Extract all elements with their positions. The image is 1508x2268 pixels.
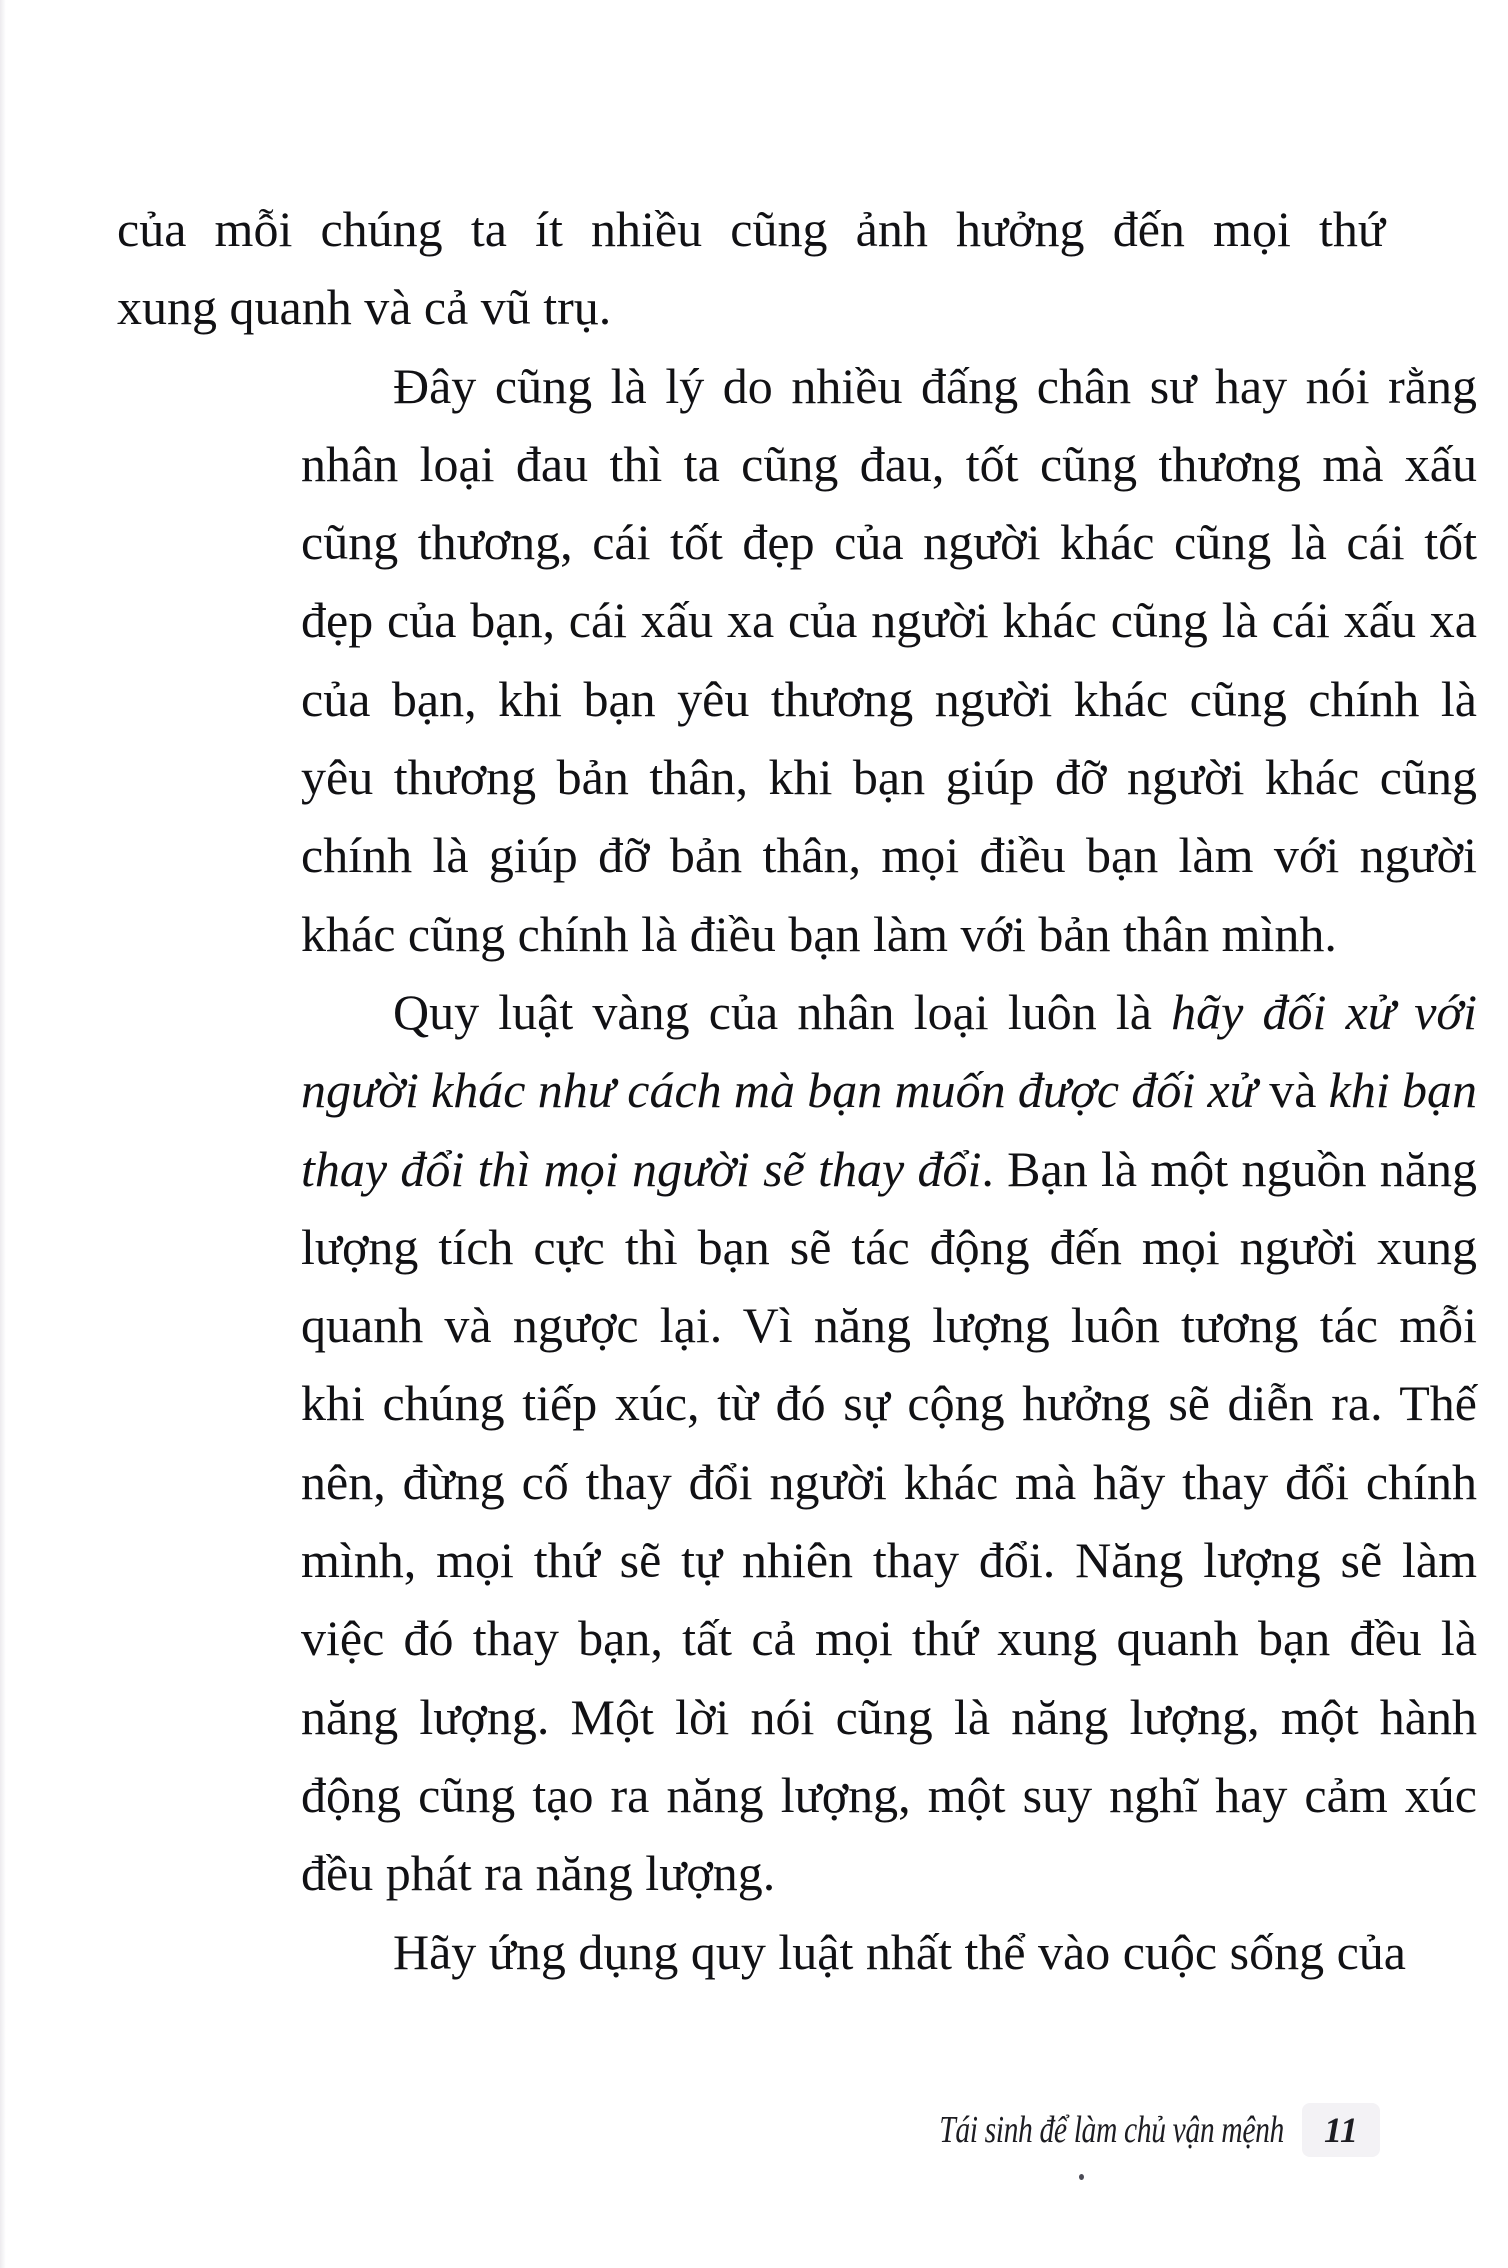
text-line — [117, 660, 1477, 738]
text-run: việc đó thay bạn, tất cả mọi thứ xung quanh bạn đều là — [301, 1610, 1477, 1667]
text-line — [117, 895, 1385, 973]
text-run: năng lượng. Một lời nói cũng là năng lượng, một hành — [301, 1688, 1477, 1745]
text-run: của mỗi chúng ta ít nhiều cũng ảnh hưởng đến mọi thứ — [117, 201, 1385, 257]
paragraph — [117, 1913, 1406, 1991]
text-line — [117, 581, 1477, 659]
page-number: 11 — [1302, 2103, 1380, 2157]
text-line — [117, 1521, 1477, 1599]
text-line — [117, 816, 1477, 894]
text-run: chính là giúp đỡ bản thân, mọi điều bạn làm với người — [301, 827, 1477, 884]
text-run: yêu thương bản thân, khi bạn giúp đỡ người khác cũng — [301, 749, 1477, 806]
text-line — [117, 1756, 1477, 1834]
text-line — [117, 1208, 1477, 1286]
text-run: động cũng tạo ra năng lượng, một suy nghĩ hay cảm xúc — [301, 1766, 1477, 1823]
text-line — [117, 1678, 1477, 1756]
italic-run: khi bạn — [1328, 1062, 1477, 1119]
text-run: cũng thương, cái tốt đẹp của người khác cũng là cái tốt — [301, 514, 1477, 571]
text-run: Hãy ứng dụng quy luật nhất thể vào cuộc sống của — [393, 1923, 1406, 1980]
text-run: và — [1256, 1062, 1329, 1119]
text-line — [117, 1834, 1385, 1912]
text-run: quanh và ngược lại. Vì năng lượng luôn tương tác mỗi — [301, 1297, 1477, 1354]
paragraph — [117, 973, 1477, 1913]
text-run: Đây cũng là lý do nhiều đấng chân sư hay nói rằng — [393, 357, 1477, 414]
text-line — [117, 268, 1385, 346]
text-line — [117, 738, 1477, 816]
running-title: Tái sinh để làm chủ vận mệnh — [939, 2109, 1284, 2151]
scan-speck — [1079, 2174, 1084, 2180]
page-footer — [800, 2095, 1380, 2165]
text-line — [117, 1443, 1477, 1521]
text-run: . Bạn là một nguồn năng — [981, 1140, 1477, 1197]
text-line — [117, 1599, 1477, 1677]
text-line — [117, 347, 1477, 425]
text-run: xung quanh và cả vũ trụ. — [117, 279, 612, 336]
text-run: nhân loại đau thì ta cũng đau, tốt cũng thương mà xấu — [301, 435, 1477, 492]
paragraph — [117, 347, 1477, 973]
text-run: mình, mọi thứ sẽ tự nhiên thay đổi. Năng lượng sẽ làm — [301, 1532, 1477, 1589]
italic-run: hãy đối xử với — [1171, 983, 1477, 1040]
text-run: Quy luật vàng của nhân loại luôn là — [393, 983, 1172, 1040]
text-run: đều phát ra năng lượng. — [301, 1845, 776, 1902]
text-line — [117, 425, 1477, 503]
italic-run: người khác như cách mà bạn muốn được đối xử — [301, 1062, 1257, 1119]
text-line — [117, 1913, 1406, 1991]
text-line — [117, 503, 1477, 581]
text-run: khác cũng chính là điều bạn làm với bản thân mình. — [301, 905, 1337, 962]
text-line — [117, 190, 1385, 268]
text-run: khi chúng tiếp xúc, từ đó sự cộng hưởng sẽ diễn ra. Thế — [301, 1375, 1477, 1432]
text-line — [117, 1286, 1477, 1364]
text-line — [117, 1130, 1477, 1208]
text-run: lượng tích cực thì bạn sẽ tác động đến mọi người xung — [301, 1218, 1477, 1275]
text-run: của bạn, khi bạn yêu thương người khác cũng chính là — [301, 670, 1477, 727]
text-run: đẹp của bạn, cái xấu xa của người khác cũng là cái xấu xa — [301, 592, 1477, 649]
text-line — [117, 1051, 1477, 1129]
book-page-body — [117, 190, 1477, 1991]
text-run: nên, đừng cố thay đổi người khác mà hãy thay đổi chính — [301, 1453, 1477, 1510]
italic-run: thay đổi thì mọi người sẽ thay đổi — [301, 1140, 982, 1197]
text-line — [117, 973, 1477, 1051]
text-line — [117, 1364, 1477, 1442]
paragraph — [117, 190, 1385, 347]
page-edge-shadow — [0, 0, 6, 2268]
